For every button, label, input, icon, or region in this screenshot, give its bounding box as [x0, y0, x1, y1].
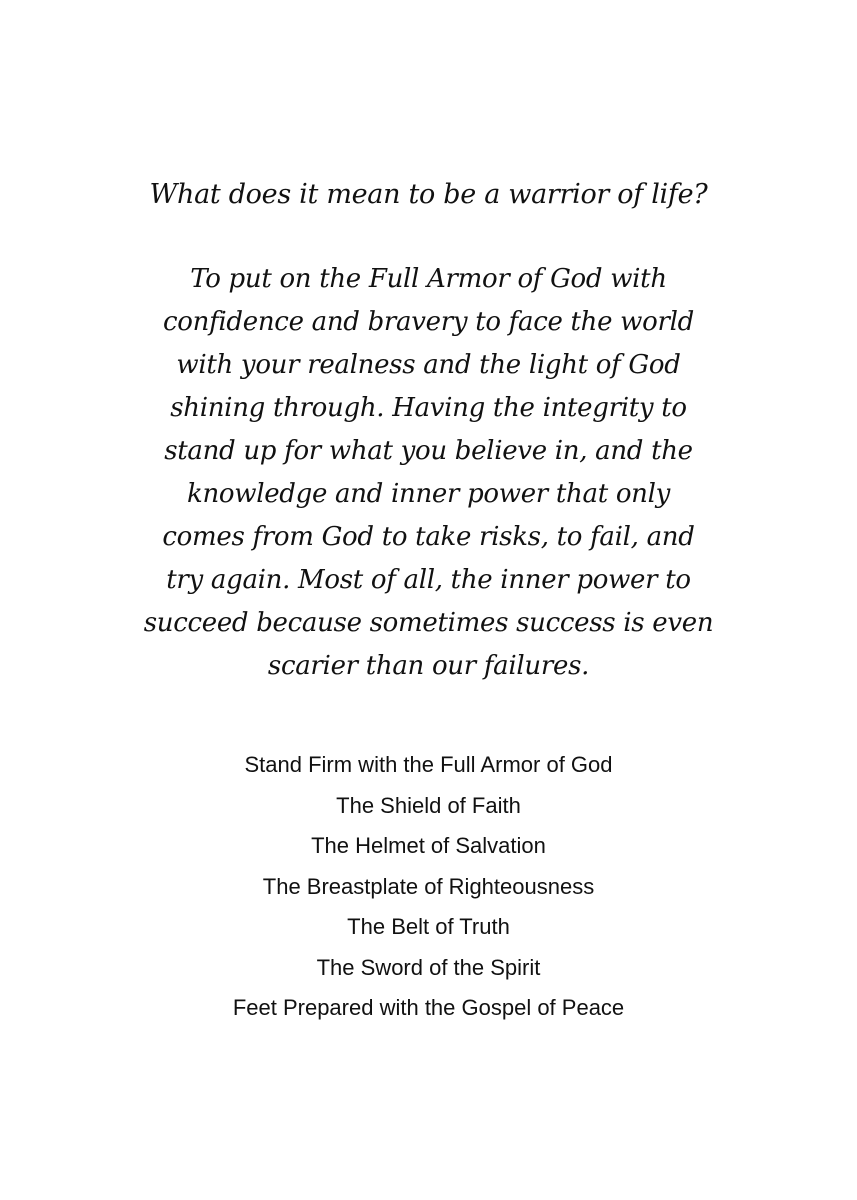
- armor-of-god-list: [0, 745, 857, 1029]
- paragraph-line: comes from God to take risks, to fail, and: [162, 522, 695, 552]
- reflection-paragraph: [0, 258, 857, 688]
- question-heading: What does it mean to be a warrior of life?: [149, 179, 708, 210]
- armor-item-feet: Feet Prepared with the Gospel of Peace: [232, 995, 625, 1020]
- paragraph-line: confidence and bravery to face the world: [163, 307, 694, 337]
- paragraph-line: scarier than our failures.: [267, 651, 590, 681]
- armor-item-sword: The Sword of the Spirit: [316, 954, 541, 980]
- paragraph-line: stand up for what you believe in, and the: [164, 436, 693, 466]
- armor-item-breastplate: The Breastplate of Righteousness: [262, 873, 595, 899]
- paragraph-line: To put on the Full Armor of God with: [190, 264, 667, 294]
- paragraph-line: try again. Most of all, the inner power to: [166, 565, 691, 595]
- armor-item-helmet: The Helmet of Salvation: [311, 833, 546, 858]
- armor-list-title: Stand Firm with the Full Armor of God: [244, 752, 613, 777]
- paragraph-line: shining through. Having the integrity to: [170, 393, 687, 423]
- armor-item-belt: The Belt of Truth: [347, 914, 510, 939]
- armor-item-shield: The Shield of Faith: [336, 792, 521, 818]
- paragraph-line: knowledge and inner power that only: [186, 479, 671, 509]
- paragraph-line: succeed because sometimes success is even: [143, 608, 714, 638]
- paragraph-line: with your realness and the light of God: [176, 350, 681, 380]
